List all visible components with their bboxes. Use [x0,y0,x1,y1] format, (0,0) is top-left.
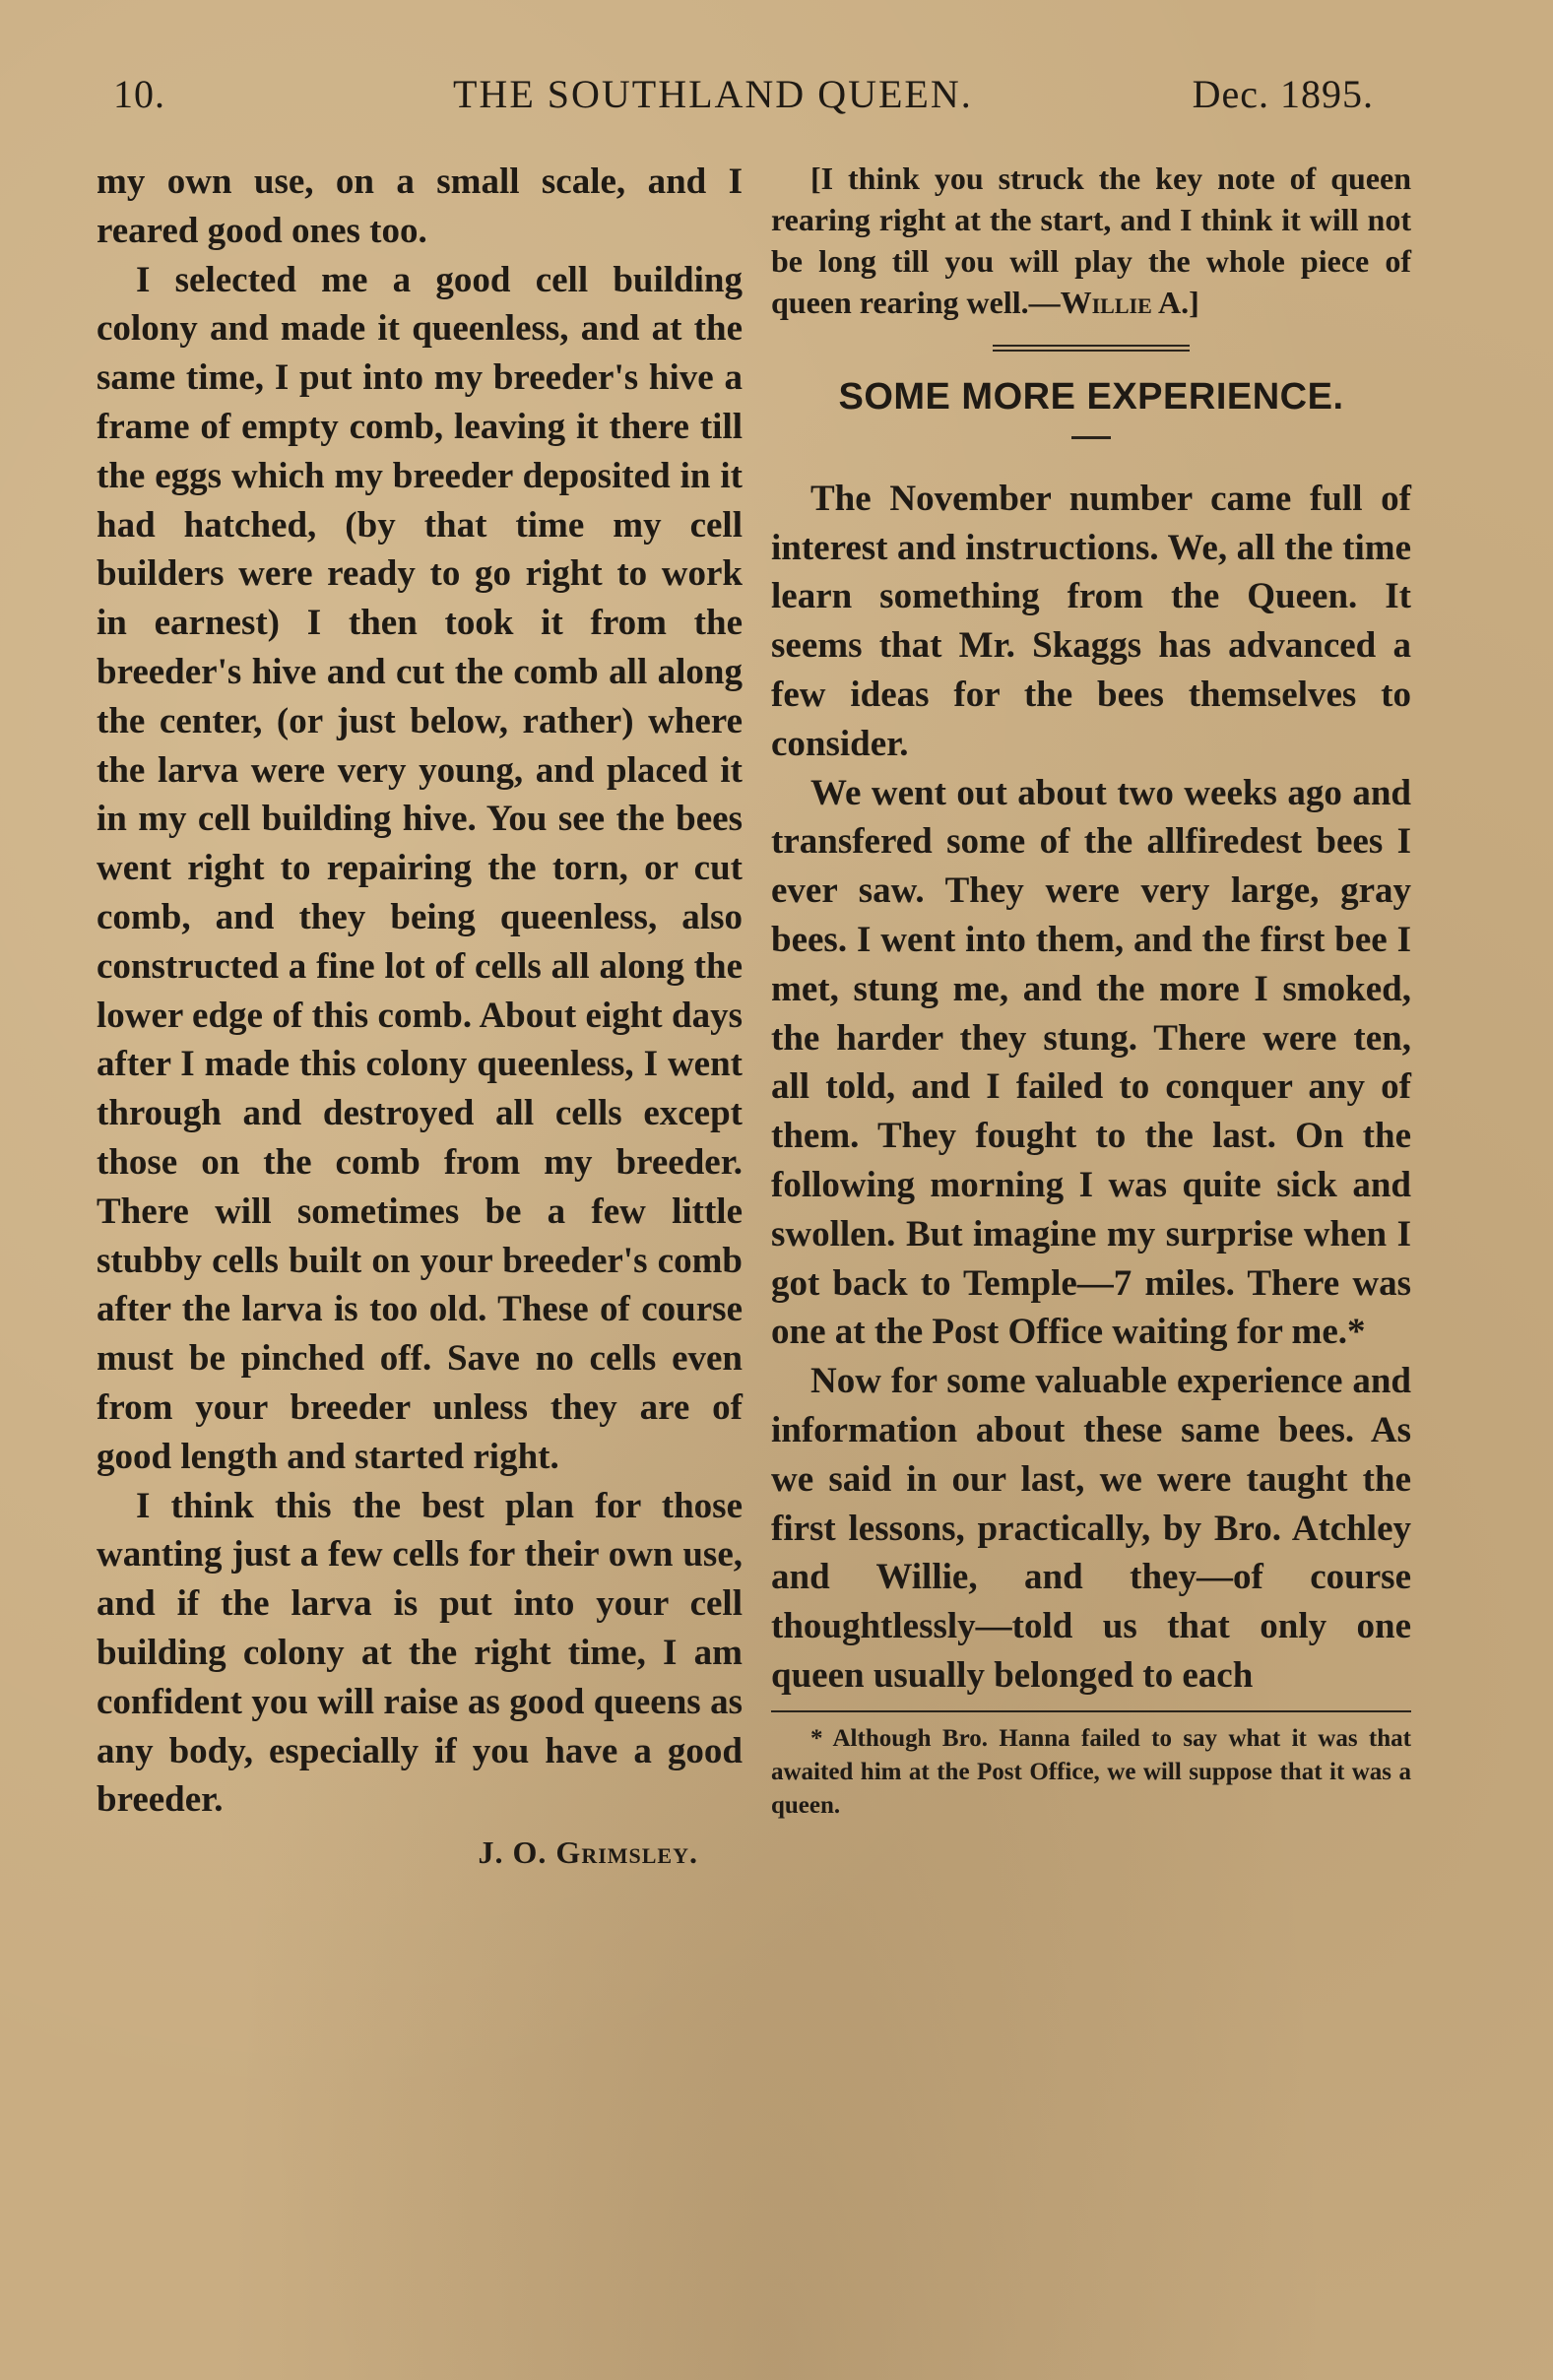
section-divider [993,345,1190,352]
paragraph-valuable-experience: Now for some valuable experience and information about these same bees. As we said in our last, we were taught the first lessons, practically, by Bro. Atchley and Willie, and they—of course thoughtlessly—told us that only one queen usually belonged to each [771,1361,1411,1696]
paragraph-best-plan: I think this the best plan for those wanting just a few cells for their own use, and if the larva is put into your cell building colony at the right time, I am confident you will raise as good queens as any body, especially if you have a good breeder. [97,1485,743,1821]
editor-note-author: Willie A. [1060,285,1190,320]
editor-note-text: [I think you struck the key note of queen rearing right at the start, and I think it will not be long till you will play the whole piece of queen rearing well.— [771,161,1411,320]
paragraph-november-number: The November number came full of interest and instructions. We, all the time learn something from the Queen. It seems that Mr. Skaggs has advanced a few ideas for the bees themselves to consider. [771,478,1411,764]
paragraph-transfered-bees: We went out about two weeks ago and transfered some of the allfiredest bees I ever saw. They were very large, gray bees. I went into them, and the first bee I met, stung me, and the more I smoked, the harder they stung. There were ten, all told, and I failed to conquer any of them. They fought to the last. On the following morning I was quite sick and swollen. But imagine my surprise when I got back to Temple—7 miles. There was one at the Post Office waiting for me.* [771,772,1411,1353]
editor-note [771,158,1411,323]
editor-note-close: ] [1189,285,1199,320]
author-signature [97,1829,743,1878]
page-number: 10. [113,72,165,116]
right-column [771,158,1411,1823]
publication-title: THE SOUTHLAND QUEEN. [453,72,973,116]
footnote: * Although Bro. Hanna failed to say what it was that awaited him at the Post Office, we will suppose that it was a queen. [771,1724,1411,1819]
issue-date: Dec. 1895. [1192,72,1374,116]
heading-dash [1071,436,1111,439]
page-header [113,71,1374,130]
paragraph-continued: my own use, on a small scale, and I reared good ones too. [97,161,743,251]
footnote-divider [771,1710,1411,1712]
author-name: J. O. Grimsley. [478,1834,698,1871]
paragraph-cell-building: I selected me a good cell building colony and made it queenless, and at the same time, I put into my breeder's hive a frame of empty comb, leaving it there till the eggs which my breeder deposited in it had hatched, (by that time my cell builders were ready to go right to work in earnest) I then took it from the breeder's hive and cut the comb all along the center, (or just below, rather) where the larva were very young, and placed it in my cell building hive. You see the bees went right to repairing the torn, or cut comb, and they being queenless, also constructed a fine lot of cells all along the lower edge of this comb. About eight days after I made this colony queenless, I went through and destroyed all cells except those on the comb from my breeder. There will sometimes be a few little stubby cells built on your breeder's comb after the larva is too old. These of course must be pinched off. Save no cells even from your breeder unless they are of good length and started right. [97,259,743,1477]
left-column [97,158,743,1878]
article-heading: SOME MORE EXPERIENCE. [838,376,1344,418]
